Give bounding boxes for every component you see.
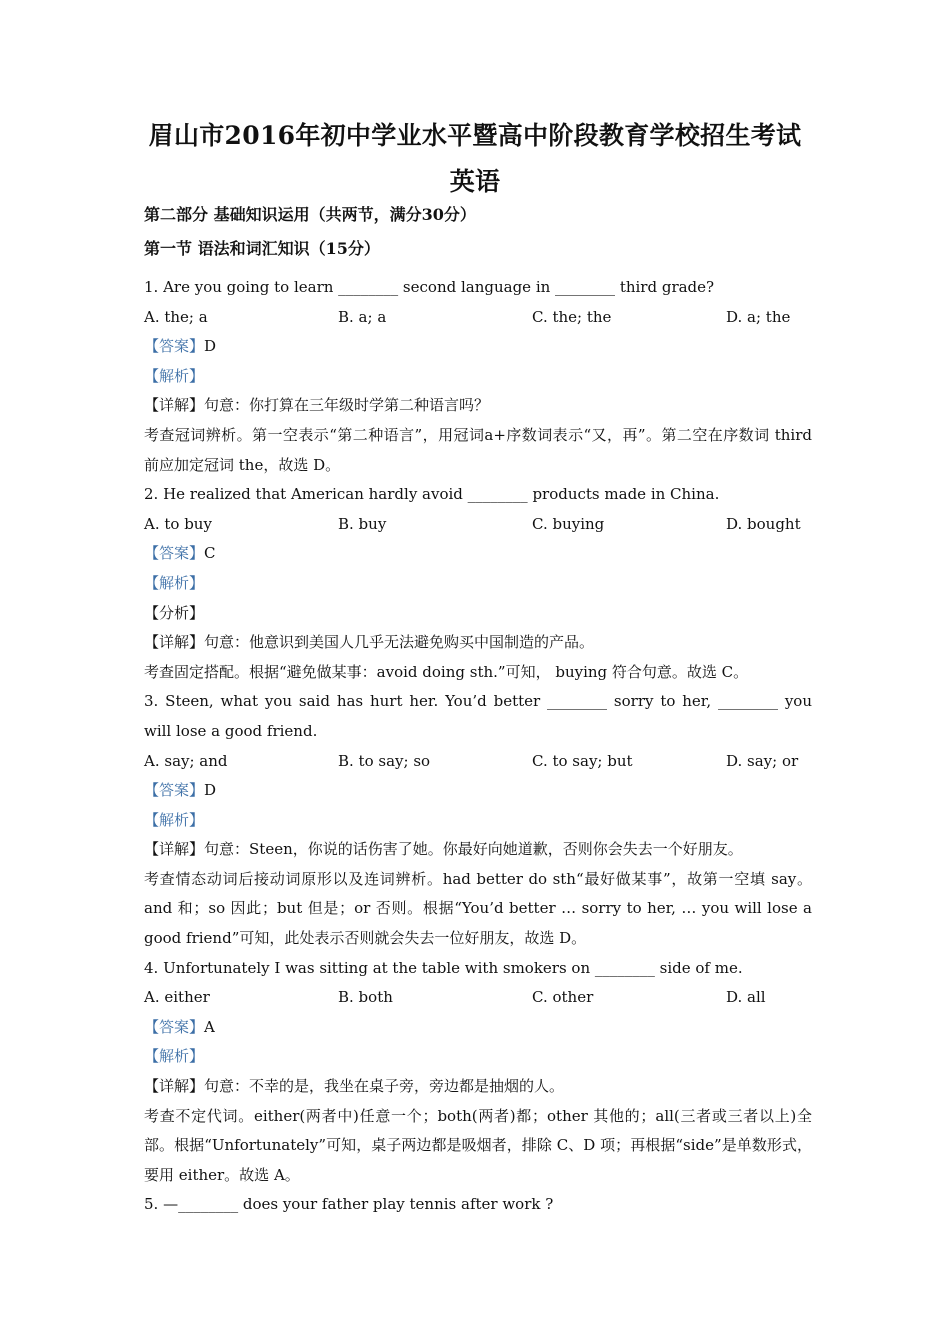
answer-tag: 【答案】 (144, 544, 205, 563)
fenxi-tag: 【分析】 (144, 603, 205, 622)
option-c: C. the; the (532, 307, 612, 326)
detail-text: 句意：不幸的是，我坐在桌子旁，旁边都是抽烟的人。 (204, 1077, 565, 1096)
question-2-options (144, 510, 812, 540)
question-4-stem: 4. Unfortunately I was sitting at the table with smokers on ________ side of me. (144, 958, 743, 977)
answer-tag: 【答案】 (144, 337, 205, 356)
explanation: 考查冠词辨析。第一空表示“第二种语言”，用冠词a+序数词表示“又，再”。第二空在序数词 third 前应加定冠词 the，故选 D。 (144, 425, 812, 474)
answer-tag: 【答案】 (144, 1017, 205, 1036)
exam-title: 眉山市2016年初中学业水平暨高中阶段教育学校招生考试 (148, 121, 802, 150)
analysis-line (144, 569, 812, 599)
option-d: D. all (726, 988, 766, 1007)
detail-tag: 【详解】 (144, 1077, 205, 1096)
question-3-options (144, 747, 812, 777)
analysis-line (144, 1042, 812, 1072)
detail-line (144, 391, 812, 421)
explanation: 考查不定代词。either(两者中)任意一个；both(两者)都；other 其他的；all(三者或三者以上)全部。根据“Unfortunately”可知，桌子两边都是吸烟者，排除 C、D 项；再根据“side”是单数形式，要用 either。故选 A。 (144, 1106, 812, 1184)
explanation: 考查情态动词后接动词原形以及连词辨析。had better do sth“最好做某事”，故第一空填 say。and 和；so 因此；but 但是；or 否则。根据“You’d better … sorry to her, … you will lose a good friend”可知，此处表示否则就会失去一位好朋友，故选 D。 (144, 869, 812, 948)
answer-line (144, 776, 812, 806)
answer-line (144, 539, 812, 569)
option-c: C. buying (532, 514, 605, 533)
answer-value: D (204, 781, 217, 800)
analysis-line (144, 806, 812, 836)
option-a: A. either (144, 988, 210, 1007)
section-heading: 第一节 语法和词汇知识（15分） (144, 239, 380, 258)
question-1-stem: 1. Are you going to learn ________ second language in ________ third grade? (144, 278, 715, 296)
option-b: B. to say; so (338, 751, 431, 770)
detail-text: 句意：你打算在三年级时学第二种语言吗？ (204, 396, 490, 415)
option-a: A. the; a (144, 307, 208, 326)
option-d: D. bought (726, 514, 801, 533)
detail-line (144, 835, 812, 865)
answer-line (144, 1013, 812, 1043)
detail-line (144, 628, 812, 658)
analysis-tag: 【解析】 (144, 1047, 205, 1066)
detail-text: 句意：Steen，你说的话伤害了她。你最好向她道歉，否则你会失去一个好朋友。 (204, 840, 743, 859)
answer-value: C (204, 544, 216, 563)
question-2-stem: 2. He realized that American hardly avoid ________ products made in China. (144, 485, 720, 504)
fenxi-line (144, 599, 812, 629)
option-d: D. say; or (726, 751, 799, 770)
analysis-tag: 【解析】 (144, 810, 205, 829)
detail-text: 句意：他意识到美国人几乎无法避免购买中国制造的产品。 (204, 633, 595, 652)
detail-tag: 【详解】 (144, 396, 205, 415)
explanation: 考查固定搭配。根据“避免做某事：avoid doing sth.”可知， buying 符合句意。故选 C。 (144, 662, 749, 681)
part-heading: 第二部分 基础知识运用（共两节，满分30分） (144, 205, 476, 224)
answer-value: D (204, 337, 217, 356)
question-1-options (144, 303, 812, 333)
option-b: B. a; a (338, 307, 387, 326)
question-4-options (144, 983, 812, 1013)
answer-value: A (204, 1017, 215, 1036)
exam-content (144, 205, 812, 1220)
option-b: B. buy (338, 514, 387, 533)
answer-line (144, 332, 812, 362)
detail-tag: 【详解】 (144, 633, 205, 652)
option-a: A. to buy (144, 514, 212, 533)
analysis-tag: 【解析】 (144, 573, 205, 592)
analysis-line (144, 362, 812, 392)
exam-subject: 英语 (449, 167, 501, 196)
option-a: A. say; and (144, 751, 228, 770)
question-3-stem: 3. Steen, what you said has hurt her. You’d better ________ sorry to her, ________ you will lose a good friend. (144, 692, 812, 740)
analysis-tag: 【解析】 (144, 366, 205, 385)
question-5-stem: 5. —________ does your father play tennis after work ? (144, 1195, 554, 1214)
detail-line (144, 1072, 812, 1102)
detail-tag: 【详解】 (144, 840, 205, 859)
answer-tag: 【答案】 (144, 781, 205, 800)
option-c: C. other (532, 988, 594, 1007)
option-b: B. both (338, 988, 393, 1007)
option-d: D. a; the (726, 307, 791, 326)
option-c: C. to say; but (532, 751, 633, 770)
